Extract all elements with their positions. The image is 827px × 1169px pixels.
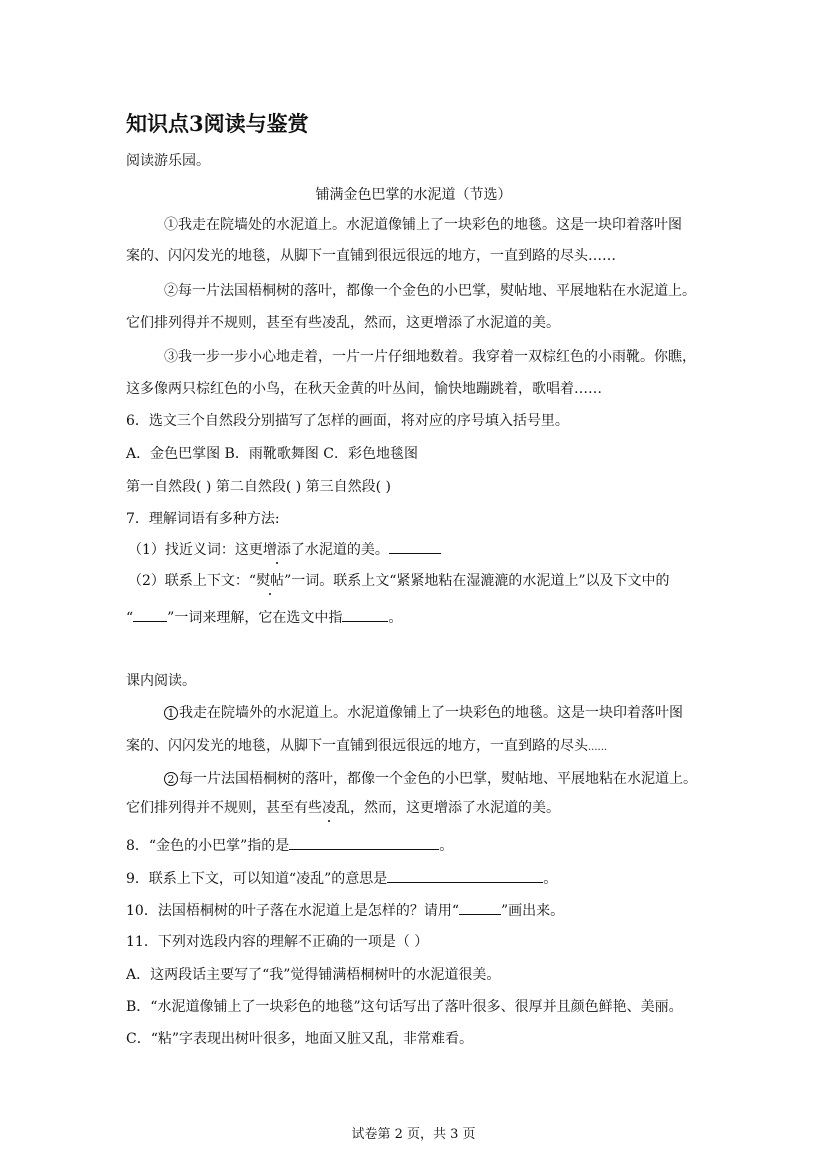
q6-stem: 6．选文三个自然段分别描写了怎样的画面，将对应的序号填入括号里。 <box>126 413 569 429</box>
q9 <box>126 868 557 888</box>
q7-sub1-pre: （1）找近义词：这更 <box>128 542 263 558</box>
q9-answer-blank[interactable] <box>387 868 543 883</box>
part2-p2-line2-post: 乱，然而，这更增添了水泥道的美。 <box>336 800 560 816</box>
q7-sub1-post: 了水泥道的美。 <box>290 542 389 558</box>
section-title: 知识点3阅读与鉴赏 <box>126 111 309 136</box>
part1-p3-line1: ③我一步一步小心地走着，一片一片仔细地数着。我穿着一双棕红色的小雨靴。你瞧， <box>164 349 696 365</box>
q10-answer-blank[interactable] <box>459 900 501 915</box>
part1-p2-line1: ②每一片法国梧桐树的落叶，都像一个金色的小巴掌，熨帖地、平展地粘在水泥道上。 <box>164 283 696 299</box>
q10-text: 10．法国梧桐树的叶子落在水泥道上是怎样的？请用“ <box>126 903 459 919</box>
passage-title: 铺满金色巴掌的水泥道（节选） <box>315 187 512 203</box>
q10 <box>126 900 564 920</box>
page-footer: 试卷第 2 页，共 3 页 <box>351 1127 476 1142</box>
q7-meaning-blank[interactable] <box>342 607 388 622</box>
q7-sub2-pre: （2）联系上下文：“ <box>128 573 257 589</box>
part2-p1-line1-text: 我走在院墙外的水泥道上。水泥道像铺上了一块彩色的地毯。这是一块印着落叶图 <box>179 705 683 721</box>
part2-intro: 课内阅读。 <box>126 673 196 689</box>
part2-p1-line2 <box>126 737 607 757</box>
part1-p1-line2: 案的、闪闪发光的地毯，从脚下一直铺到很远很远的地方，一直到路的尽头…… <box>126 248 616 264</box>
q7-open-quote: “ <box>126 610 134 626</box>
q7-stem: 7．理解词语有多种方法: <box>126 511 280 527</box>
q10-end: ”画出来。 <box>500 903 565 919</box>
part1-intro: 阅读游乐园。 <box>126 153 210 169</box>
q9-end: 。 <box>543 871 558 887</box>
q6-blanks[interactable]: 第一自然段( ) 第二自然段( ) 第三自然段( ) <box>126 479 392 495</box>
part1-p2-line2: 它们排列得并不规则，甚至有些凌乱，然而，这更增添了水泥道的美。 <box>126 315 560 331</box>
part2-p2-line2-pre: 它们排列得并不规则，甚至有些 <box>126 800 322 816</box>
q8 <box>126 835 453 855</box>
q8-end: 。 <box>439 838 454 854</box>
q9-text: 9．联系上下文，可以知道“凌乱”的意思是 <box>126 871 388 887</box>
part2-p1-line1 <box>164 704 683 722</box>
q7-sub1 <box>128 539 441 559</box>
q11-option-c[interactable]: C．“粘”字表现出树叶很多，地面又脏又乱，非常难看。 <box>126 1031 474 1047</box>
q11-stem: 11．下列对选段内容的理解不正确的一项是（ ） <box>126 934 429 950</box>
q8-text: 8．“金色的小巴掌”指的是 <box>126 838 290 854</box>
q7-sub2-word: 熨帖 <box>256 573 285 589</box>
part2-p1-ellipsis: ...... <box>588 742 608 753</box>
q11-option-a[interactable]: A．这两段话主要写了“我”觉得铺满梧桐树叶的水泥道很美。 <box>126 967 501 983</box>
part2-p2-line2 <box>126 799 560 817</box>
q8-answer-blank[interactable] <box>289 835 439 850</box>
q7-sub1-answer-blank[interactable] <box>389 539 441 554</box>
q6-options: A．金色巴掌图 B．雨靴歌舞图 C．彩色地毯图 <box>126 446 419 462</box>
part2-p2-number: 2 <box>164 772 178 786</box>
q7-sub2-post: ”一词。联系上文“紧紧地粘在湿漉漉的水泥道上”以及下文中的 <box>284 573 670 589</box>
part2-p1-number: 1 <box>164 706 178 720</box>
q11-option-b[interactable]: B．“水泥道像铺上了一块彩色的地毯”这句话写出了落叶很多、很厚并且颜色鲜艳、美丽。 <box>126 999 683 1015</box>
q7-sub1-word: 增添 <box>262 542 291 558</box>
q7-sub2-line2-mid: ”一词来理解，它在选文中指 <box>167 610 343 626</box>
q7-word-blank[interactable] <box>133 607 167 622</box>
part1-p1-line1: ①我走在院墙处的水泥道上。水泥道像铺上了一块彩色的地毯。这是一块印着落叶图 <box>164 217 682 233</box>
part1-p3-line2: 这多像两只棕红色的小鸟，在秋天金黄的叶丛间，愉快地蹦跳着，歌唱着…… <box>126 381 602 397</box>
part2-p2-line2-word: 凌 <box>322 800 336 816</box>
q7-sub2-line2-end: 。 <box>388 610 403 626</box>
part2-p2-line1-text: 每一片法国梧桐树的落叶，都像一个金色的小巴掌，熨帖地、平展地粘在水泥道上。 <box>179 771 697 787</box>
part2-p1-line2-text: 案的、闪闪发光的地毯，从脚下一直铺到很远很远的地方，一直到路的尽头 <box>126 738 588 754</box>
q7-sub2 <box>128 572 670 590</box>
q7-sub2-line2 <box>126 607 402 627</box>
part2-p2-line1 <box>164 770 697 788</box>
